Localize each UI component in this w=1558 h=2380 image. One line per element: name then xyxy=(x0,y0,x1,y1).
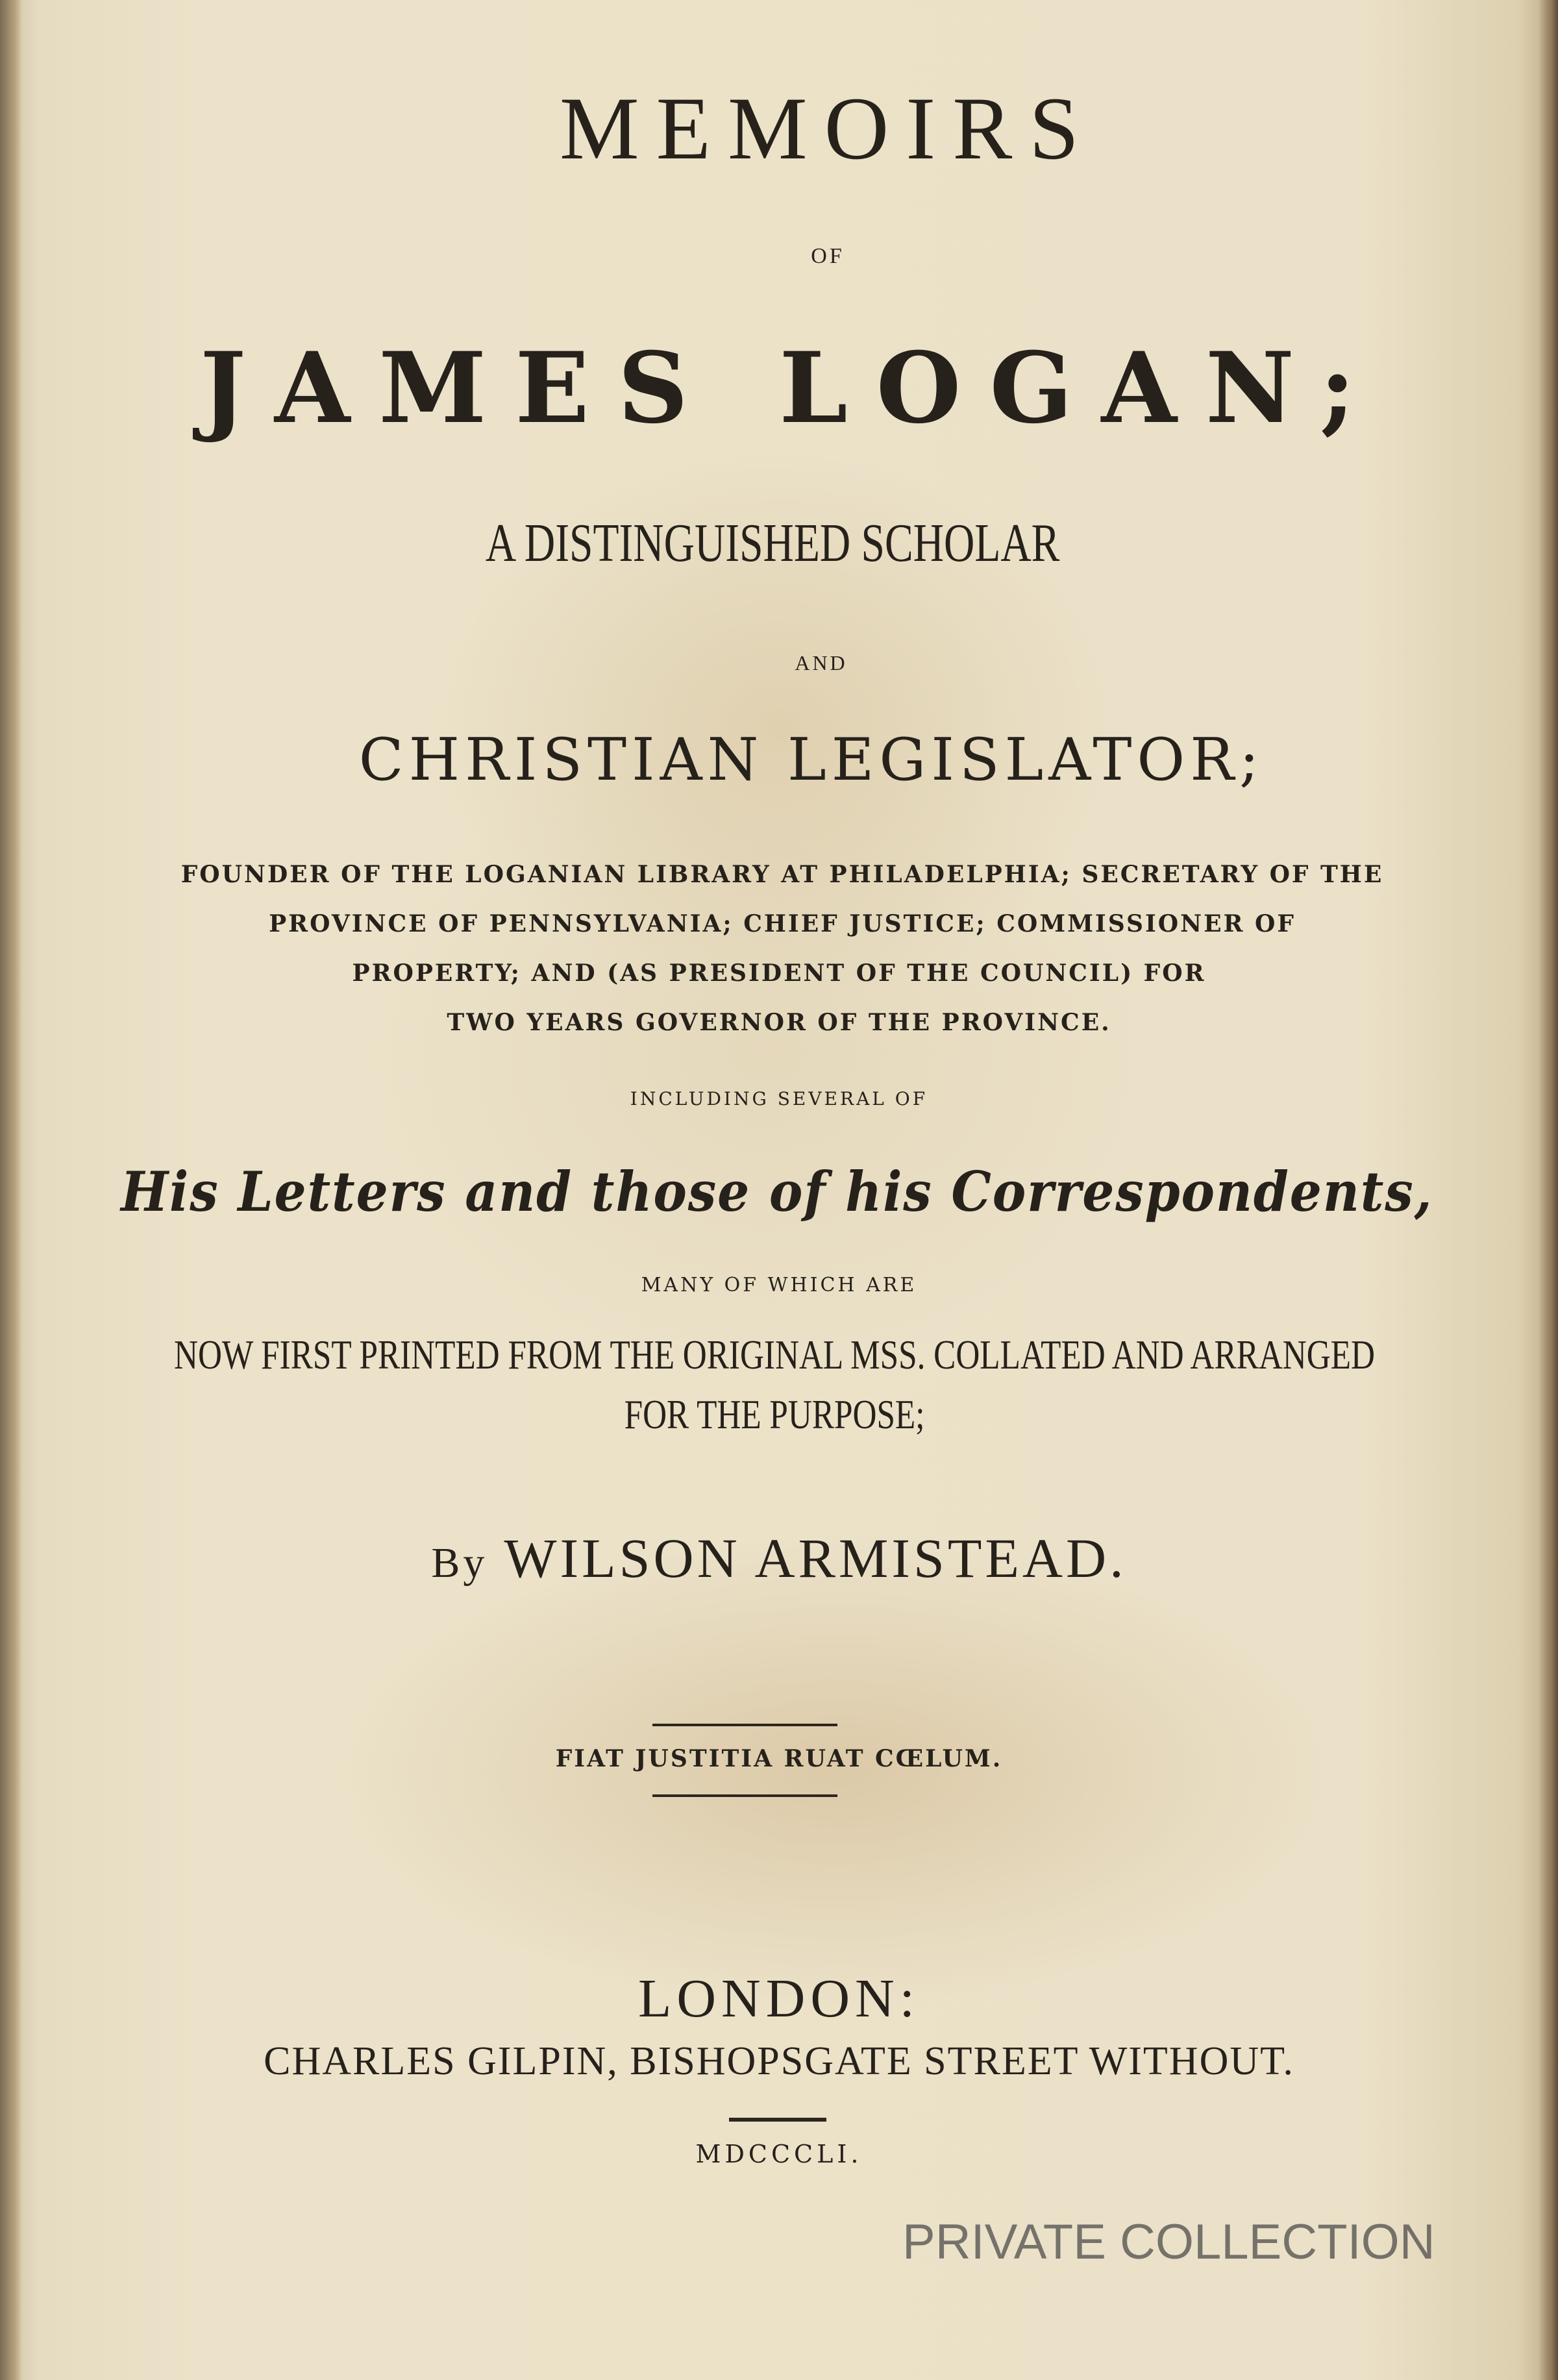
including-note: INCLUDING SEVERAL OF xyxy=(630,1088,928,1109)
subtitle-legislator: CHRISTIAN LEGISLATOR; xyxy=(358,726,1265,794)
imprint-date: MDCCCLI. xyxy=(695,2140,863,2168)
description-line: FOUNDER OF THE LOGANIAN LIBRARY AT PHILADELPHIA; SECRETARY OF THE xyxy=(180,861,1384,888)
watermark-text: PRIVATE COLLECTION xyxy=(902,2214,1435,2270)
printed-line: FOR THE PURPOSE; xyxy=(624,1391,925,1437)
printed-line: NOW FIRST PRINTED FROM THE ORIGINAL MSS. COLLATED AND ARRANGED xyxy=(174,1332,1375,1378)
imprint-publisher: CHARLES GILPIN, BISHOPSGATE STREET WITHOUT. xyxy=(264,2039,1294,2083)
author-line xyxy=(0,1526,1558,1591)
motto: FIAT JUSTITIA RUAT CŒLUM. xyxy=(555,1745,1003,1772)
many-of-which: MANY OF WHICH ARE xyxy=(641,1274,917,1296)
author-name: WILSON ARMISTEAD. xyxy=(504,1527,1127,1589)
connector-of: OF xyxy=(811,244,845,268)
subtitle-scholar: A DISTINGUISHED SCHOLAR xyxy=(485,513,1060,573)
letters-blackletter: His Letters and those of his Correspondents, xyxy=(121,1159,1433,1224)
subject-name: JAMES LOGAN; xyxy=(199,331,1385,445)
by-label: By xyxy=(431,1539,488,1587)
imprint-rule xyxy=(729,2118,826,2122)
imprint-place: LONDON: xyxy=(638,1968,920,2029)
heading-memoirs: MEMOIRS xyxy=(559,79,1096,178)
description-line: PROVINCE OF PENNSYLVANIA; CHIEF JUSTICE; COMMISSIONER OF xyxy=(269,910,1296,937)
description-line: PROPERTY; AND (AS PRESIDENT OF THE COUNCIL) FOR xyxy=(352,960,1206,987)
description-line: TWO YEARS GOVERNOR OF THE PROVINCE. xyxy=(447,1009,1111,1036)
connector-and: AND xyxy=(795,651,848,675)
motto-rule-top xyxy=(652,1724,837,1726)
motto-rule-bottom xyxy=(652,1794,837,1797)
